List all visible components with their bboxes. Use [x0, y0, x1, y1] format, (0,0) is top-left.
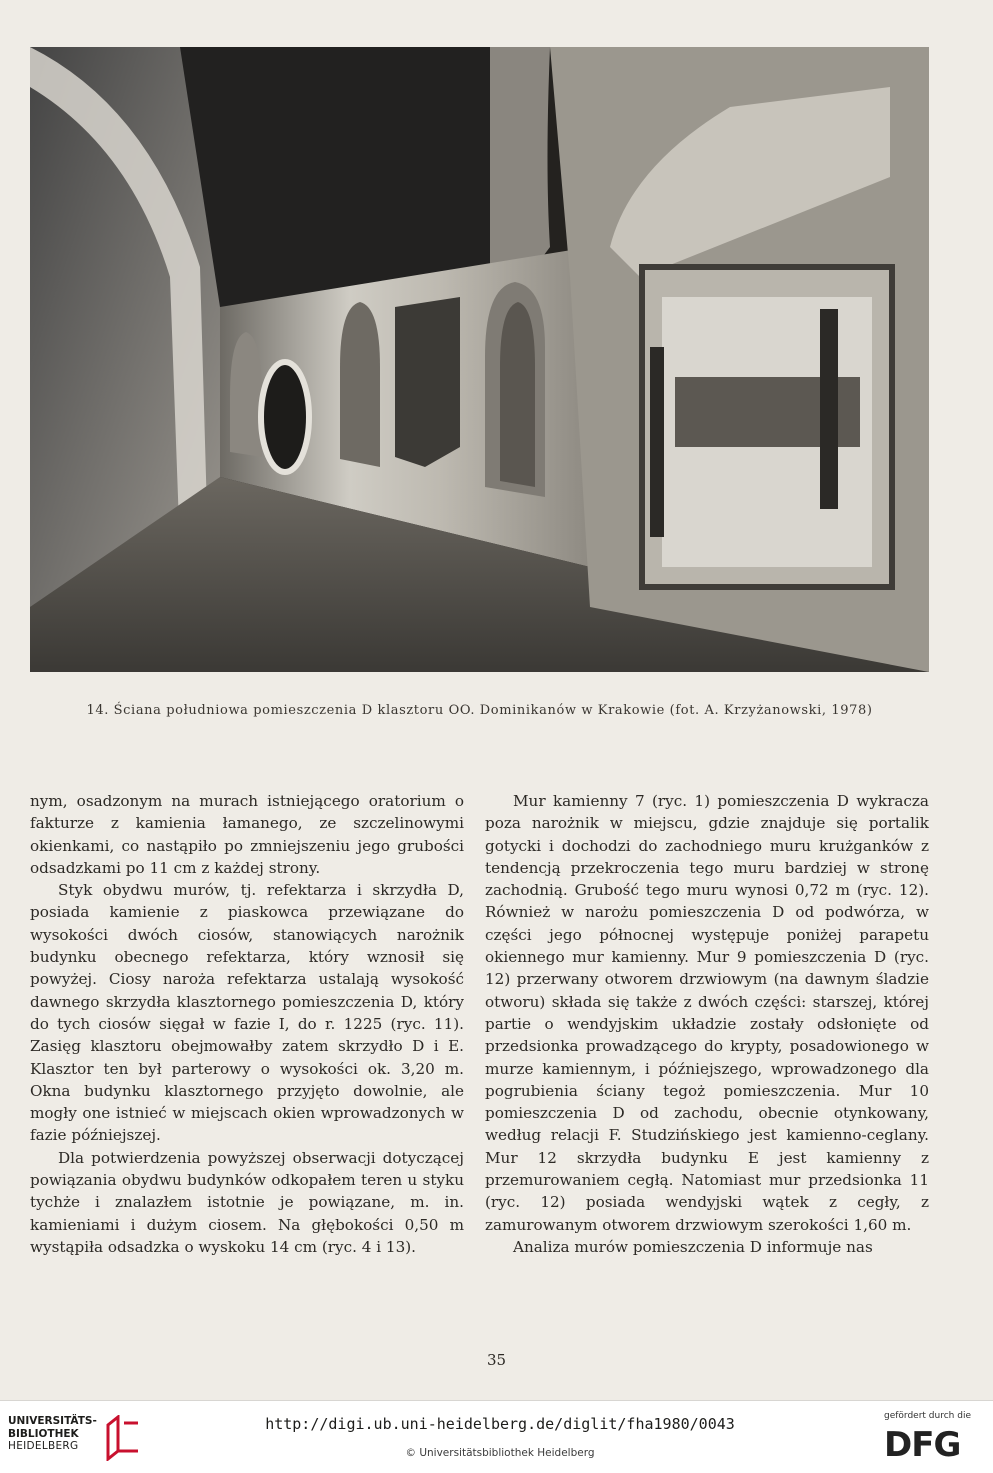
- paragraph: Analiza murów pomieszczenia D informuje nas: [513, 1237, 873, 1256]
- library-logo[interactable]: [8, 1415, 148, 1461]
- monastery-wall-photo: [30, 47, 929, 672]
- paragraph: Dla potwierdzenia powyższej obserwacji dotyczącej powiązania obydwu budynków odkopałem teren u styku tychże i znalazłem istotnie je powiązane, m. in. kamieniami i dużym ciosem. Na głębokości 0,50 m wystąpiła odsadzka o wyskoku 14 cm (ryc. 4 i 13).: [30, 1148, 464, 1256]
- left-text-column: [30, 790, 464, 1258]
- footer-bar: [0, 1400, 993, 1473]
- funding-label: gefördert durch die: [884, 1411, 971, 1421]
- dfg-logo[interactable]: DFG: [884, 1425, 961, 1465]
- document-url-link[interactable]: http://digi.ub.uni-heidelberg.de/diglit/fha1980/0043: [265, 1415, 735, 1433]
- paragraph: Mur kamienny 7 (ryc. 1) pomieszczenia D wykracza poza narożnik w miejscu, gdzie znajduje się portalik gotycki i dochodzi do zachodniego muru krużganków z tendencją przekroczenia tego muru bardziej w stronę zachodnią. Grubość tego muru wynosi 0,72 m (ryc. 12). Również w narożu pomieszczenia D od podwórza, w części jego północnej występuje poniżej parapetu okiennego mur kamienny. Mur 9 pomieszczenia D (ryc. 12) przerwany otworem drzwiowym (na dawnym śladzie otworu) składa się także z dwóch części: starszej, której partie o wendyjskim układzie zostały odsłonięte od przedsionka prowadzącego do krypty, posadowionego w murze kamiennym, i późniejszego, wprowadzonego dla pogrubienia ściany tegoż pomieszczenia. Mur 10 pomieszczenia D od zachodu, obecnie otynkowany, według relacji F. Studzińskiego jest kamienno-ceglany. Mur 12 skrzydła budynku E jest kamienny z przemurowaniem cegłą. Natomiast mur przedsionka 11 (ryc. 12) posiada wendyjski wątek z cegły, z zamurowanym otworem drzwiowym szerokości 1,60 m.: [485, 792, 929, 1234]
- paragraph: nym, osadzonym na murach istniejącego oratorium o fakturze z kamienia łamanego, ze szczelinowymi okienkami, co nastąpiło po zmniejszeniu jego grubości odsadzkami po 11 cm z każdej strony.: [30, 792, 464, 877]
- page-number: 35: [486, 1351, 507, 1369]
- library-line-3: HEIDELBERG: [8, 1440, 79, 1452]
- right-text-column: [485, 790, 929, 1258]
- photo-illustration: [30, 47, 929, 672]
- library-mark-icon: [102, 1415, 144, 1461]
- paragraph: Styk obydwu murów, tj. refektarza i skrzydła D, posiada kamienie z piaskowca przewiązane do wysokości dwóch ciosów, stanowiących narożnik budynku obecnego refektarza, który wznosił się powyżej. Ciosy naroża refektarza ustalają wysokość dawnego skrzydła klasztornego pomieszczenia D, który do tych ciosów sięgał w fazie I, do r. 1225 (ryc. 11). Zasięg klasztoru obejmowałby zatem skrzydło D i E. Klasztor ten był parterowy o wysokości ok. 3,20 m. Okna budynku klasztornego przyjęto dowolnie, ale mogły one istnieć w miejscach okien wprowadzonych w fazie późniejszej.: [30, 881, 464, 1145]
- library-name: [8, 1415, 97, 1453]
- copyright-notice: © Universitätsbibliothek Heidelberg: [405, 1447, 595, 1459]
- library-line-2: BIBLIOTHEK: [8, 1427, 79, 1440]
- library-line-1: UNIVERSITÄTS-: [8, 1415, 97, 1427]
- photo-caption: 14. Ściana południowa pomieszczenia D klasztoru OO. Dominikanów w Krakowie (fot. A. Krzyżanowski, 1978): [86, 703, 873, 718]
